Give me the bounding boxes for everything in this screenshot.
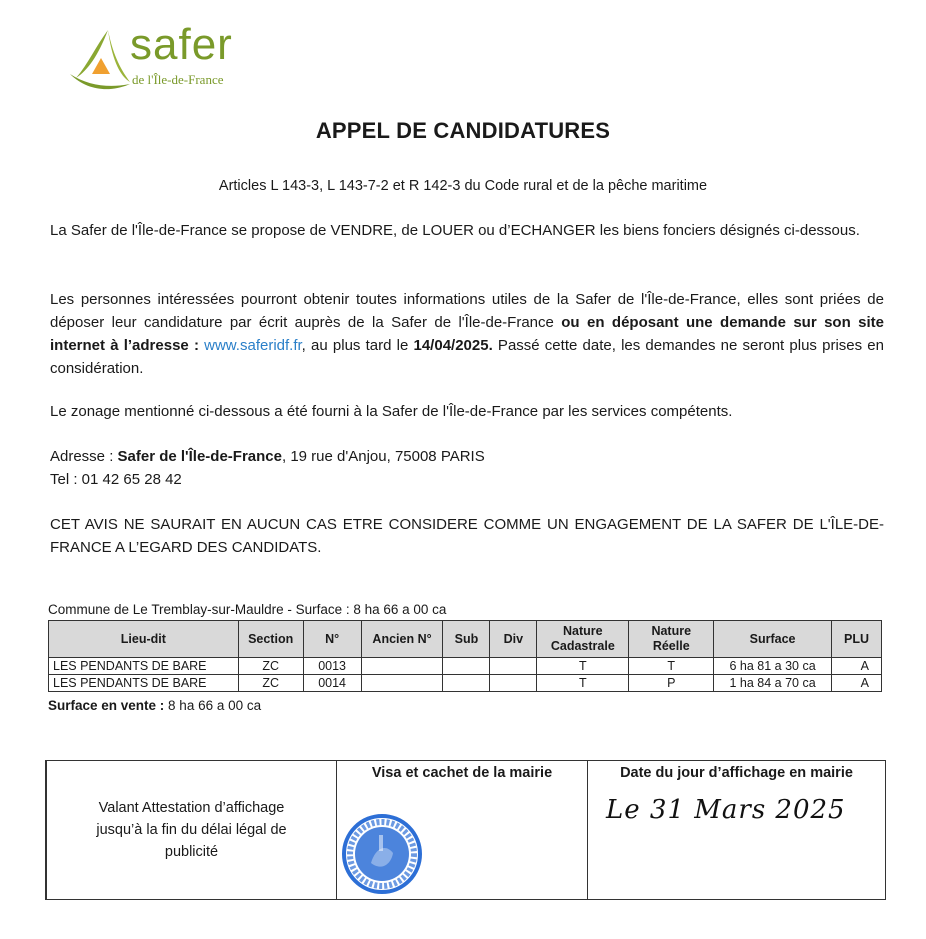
candidature-text-3: Passé cette date, les demandes ne seront plus prises en considération. [50,337,884,377]
cell-sub [443,658,490,675]
address-label: Adresse : [50,448,118,465]
cell-section: ZC [238,675,303,692]
safer-logo [68,20,248,96]
cell-sub [443,675,490,692]
cell-plu: A [832,658,882,675]
cell-section: ZC [238,658,303,675]
column-header: Sub [443,621,490,658]
cell-div [490,658,537,675]
column-header: Section [238,621,303,658]
page-title: APPEL DE CANDIDATURES [315,118,611,143]
column-header: Surface [714,621,832,658]
commune-heading: Commune de Le Tremblay-sur-Mauldre - Surface : 8 ha 66 a 00 ca [48,602,447,617]
website-link[interactable]: www.saferidf.fr [204,337,302,354]
candidature-text-2: , au plus tard le [301,337,414,354]
column-header: Div [490,621,537,658]
attestation-box [45,760,886,900]
visa-header: Visa et cachet de la mairie [371,765,553,781]
table-row [49,658,882,675]
cell-surface: 6 ha 81 a 30 ca [714,658,832,675]
address-block [50,445,884,491]
candidature-paragraph [50,288,884,380]
cell-nature-cadastrale: T [537,658,629,675]
parcels-table [48,620,882,692]
cell-lieu-dit: LES PENDANTS DE BARE [49,658,239,675]
cell-numero: 0013 [303,658,361,675]
attestation-cell [47,761,336,899]
cell-ancien-numero [361,658,443,675]
visa-cell [336,761,587,899]
disclaimer: CET AVIS NE SAURAIT EN AUCUN CAS ETRE CONSIDERE COMME UN ENGAGEMENT DE LA SAFER DE L'ÎLE-DE-FRANCE A L’EGARD DES CANDIDATS. [50,516,884,556]
zonage-paragraph: Le zonage mentionné ci-dessous a été fourni à la Safer de l'Île-de-France par les services compétents. [50,403,733,420]
candidature-text-1: Les personnes intéressées pourront obtenir toutes informations utiles de la Safer de l'Île-de-France, elles sont priées de déposer leur candidature par écrit auprès de la Safer de l'Île-de-France [50,291,884,331]
cell-ancien-numero [361,675,443,692]
handwritten-date: Le 31 Mars 2025 [606,795,846,825]
logo-wordmark: safer [130,20,233,69]
cell-numero: 0014 [303,675,361,692]
logo-subtitle: de l'Île-de-France [132,72,224,87]
column-header: Nature Cadastrale [537,621,629,658]
table-row [49,675,882,692]
column-header: Ancien N° [361,621,443,658]
cell-lieu-dit: LES PENDANTS DE BARE [49,675,239,692]
column-header: Lieu-dit [49,621,239,658]
legal-articles: Articles L 143-3, L 143-7-2 et R 142-3 du Code rural et de la pêche maritime [218,178,708,194]
cell-div [490,675,537,692]
intro-paragraph: La Safer de l'Île-de-France se propose de VENDRE, de LOUER ou d’ECHANGER les biens fonciers désignés ci-dessous. [50,222,860,239]
cell-surface: 1 ha 84 a 70 ca [714,675,832,692]
cell-nature-cadastrale: T [537,675,629,692]
candidature-bold: ou en déposant une demande sur son site internet à l’adresse : [50,314,884,354]
column-header: Nature Réelle [629,621,714,658]
surface-vente-value: 8 ha 66 a 00 ca [164,698,262,713]
column-header: PLU [832,621,882,658]
date-header: Date du jour d’affichage en mairie [620,765,853,781]
telephone: Tel : 01 42 65 28 42 [50,471,182,488]
cell-plu: A [832,675,882,692]
safer-leaf-icon [68,26,134,96]
mairie-stamp-icon [341,813,423,895]
address-street: , 19 rue d'Anjou, 75008 PARIS [282,448,485,465]
deadline-date: 14/04/2025. [413,337,493,354]
cell-nature-reelle: T [629,658,714,675]
cell-nature-reelle: P [629,675,714,692]
address-name: Safer de l'Île-de-France [117,448,282,465]
surface-vente-label: Surface en vente : [48,698,165,713]
surface-en-vente [48,698,261,713]
column-header: N° [303,621,361,658]
attestation-text: Valant Attestation d’affichage jusqu’à la fin du délai légal de publicité [96,800,287,860]
table-header-row [49,621,882,658]
date-cell [587,761,885,899]
